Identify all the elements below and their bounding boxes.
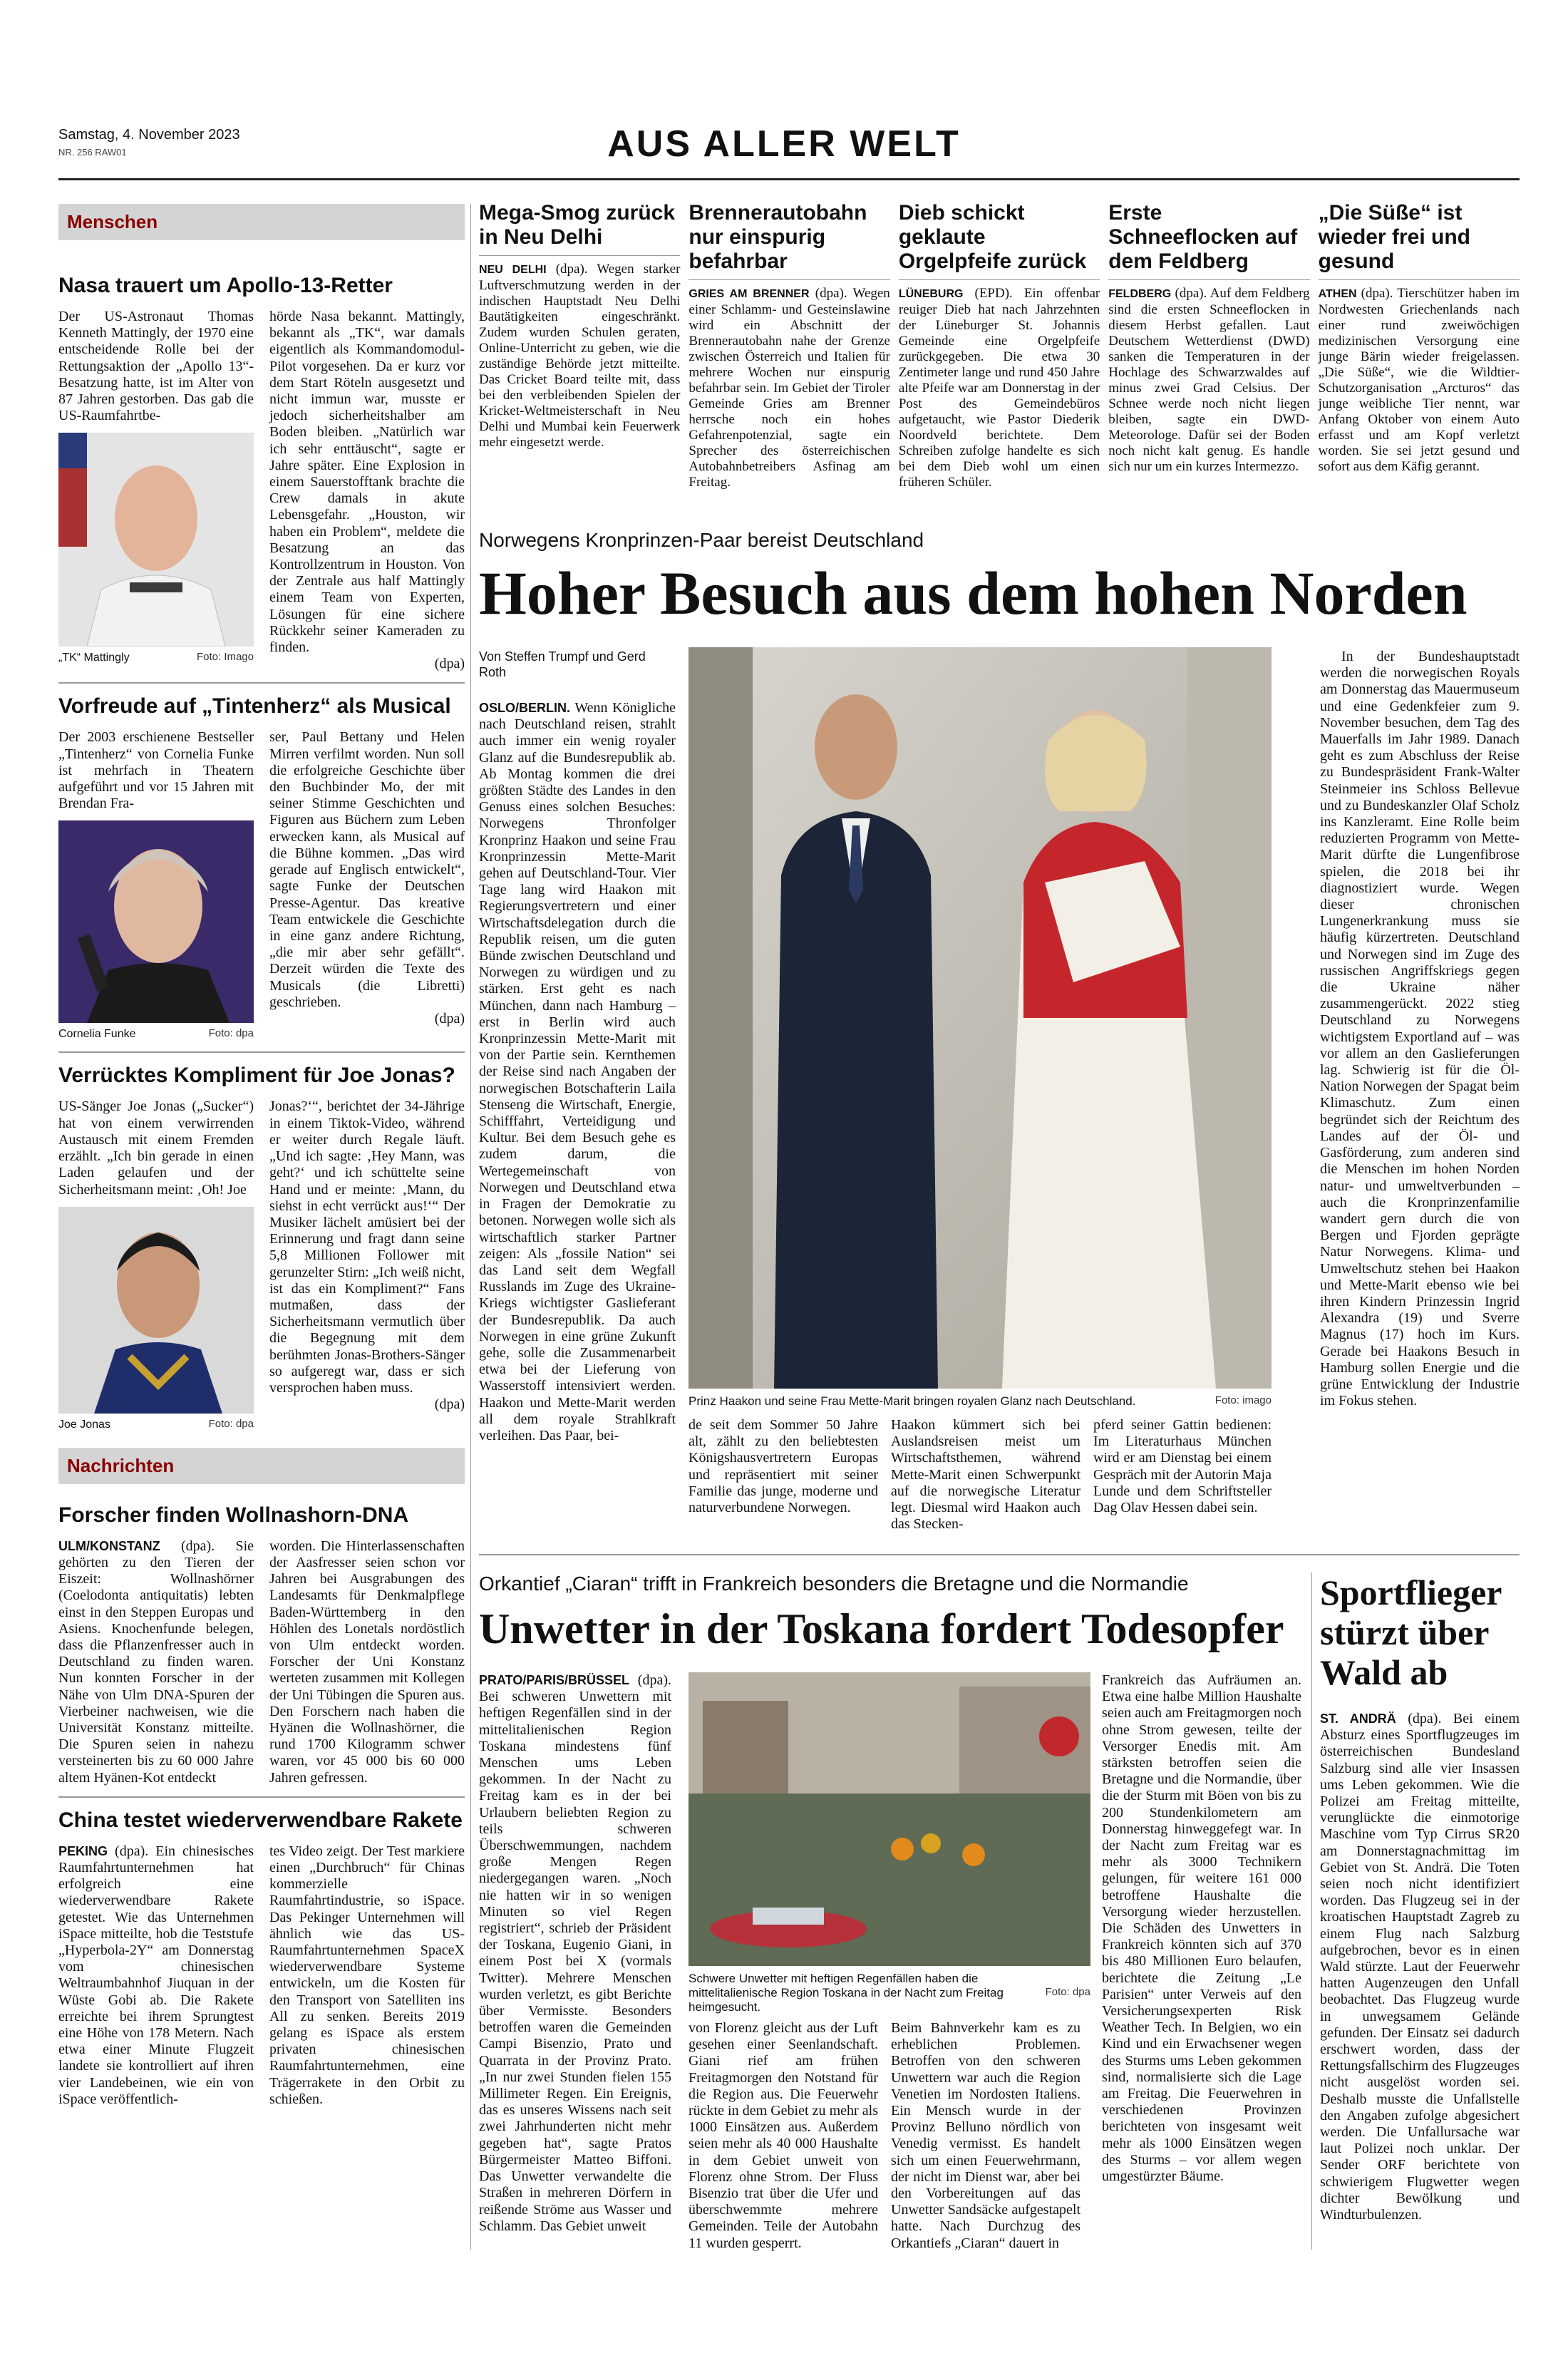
- tintenherz-article: [58, 729, 465, 1041]
- funke-photo: [58, 820, 254, 1023]
- jonas-photo: [58, 1207, 254, 1414]
- storm-text-col1: PRATO/PARIS/BRÜSSEL (dpa). Bei schweren Unwettern mit heftigen Regenfällen sind in der mittelitalienischen Region Toskana mindestens fünf Menschen ums Leben gekommen. In der Nacht zu Freitag kam es in der bei Urlaubern beliebten Region zu teils schweren Überschwemmungen, nachdem große Mengen Regen niedergegangen waren. „Noch nie hatten wir in so wenigen Minuten so viel Regen registriert“, schrieb der Präsident der Toskana, Eugenio Giani, in einem Post bei X (vormals Twitter). Mehrere Menschen wurden verletzt, es gibt Berichte über Vermisste. Besonders betroffen waren die Gemeinden Campi Bisenzio, Prato und Quarrata in der Provinz Prato. „In nur zwei Stunden fielen 155 Millimeter Regen. Ein Ereignis, das es unseres Wissens nach seit zwei Jahrhunderten nicht mehr gegeben hat“, sagte Pratos Bürgermeister Matteo Biffoni. Das Unwetter verwandelte die Straßen in mehreren Dörfern in reißende Ströme aus Wasser und Schlamm. Das Gebiet unweit: [479, 1672, 671, 2234]
- mattingly-photo: [58, 433, 254, 647]
- wollnashorn-text-col2: worden. Die Hinterlassenschaften der Aasfresser seien schon vor Jahren bei Ausgrabungen des Landesamts für Denkmalpflege Baden-Württemberg in den Höhlen des Lonetals nordöstlich von Ulm entdeckt worden. Forscher der Uni Konstanz werteten zusammen mit Kollegen der Uni Tübingen die Spuren aus. Den Forschern nach haben die Hyänen die Wollnashörner, die rund 1700 Kilogramm schwer waren, vor 45 000 bis 60 000 Jahren gefressen.: [269, 1538, 465, 1786]
- brief-headline: Mega-Smog zurück in Neu Delhi: [479, 201, 676, 249]
- nasa-text-col1: Der US-Astronaut Thomas Kenneth Mattingly, der 1970 eine entscheidende Rolle bei der Rettungsaktion der „Apollo 13“-Besatzung hatte, ist im Alter von 87 Jahren gestorben. Das gab die US-Raumfahrtbe-: [58, 309, 254, 424]
- mattingly-credit: Foto: Imago: [196, 651, 254, 664]
- rakete-text-col2: tes Video zeigt. Der Test markiere einen „Durchbruch“ für Chinas kommerzielle Raumfahrtindustrie, so iSpace. Das Pekinger Unternehmen will ähnlich wie das US-Raumfahrtunternehmen SpaceX wiederverwendbare Systeme entwickeln, um die Kosten für den Transport von Satelliten ins All zu senken. Bereits 2019 gelang es iSpace als erstem privaten chinesischen Raumfahrtunternehmen, eine Trägerrakete in den Orbit zu schießen.: [269, 1843, 465, 2107]
- brief-headline: „Die Süße“ ist wieder frei und gesund: [1318, 201, 1470, 273]
- storm-text-col2: von Florenz gleicht aus der Luft gesehen einer Seenlandschaft. Giani rief am frühen Freitagmorgen den Notstand für die Region aus. Die Feuerwehr rückte in dem Gebiet zu mehr als 1000 Einsätzen aus. Außerdem seien mehr als 40 000 Haushalte in dem Gebiet unweit von Florenz ohne Strom. Der Fluss Bisenzio trat über die Ufer und überschwemmte mehrere Gemeinden. Teile der Autobahn 11 wurden gesperrt.: [688, 2020, 878, 2251]
- flieger-dateline: ST. ANDRÄ: [1320, 1712, 1396, 1726]
- rakete-article: [58, 1843, 465, 2108]
- royals-caption: Prinz Haakon und seine Frau Mette-Marit bringen royalen Glanz nach Deutschland.: [688, 1394, 1136, 1408]
- jonas-text-col1: US-Sänger Joe Jonas („Sucker“) hat von einem verwirrenden Austausch mit einem Fremden erzählt. „Ich bin gerade in einen Laden gelaufen und der Sicherheitsmann meint: ‚Oh! Joe: [58, 1098, 254, 1198]
- lead-kicker: Norwegens Kronprinzen-Paar bereist Deutschland: [479, 529, 924, 551]
- nasa-text-col2: hörde Nasa bekannt. Mattingly, bekannt als „TK“, war damals eigentlich als Kommandomodul-Pilot vorgesehen. Da er kurz vor dem Start Röteln ausgesetzt und nicht immun war, musste er jedoch sicherheitshalber am Boden bleiben. „Natürlich war ich sehr enttäuscht“, sagte er Jahre später. Eine Explosion in einem Sauerstofftank brachte die Crew damals in akute Lebensgefahr. „Houston, wir haben ein Problem“, meldete die Besatzung an das Kontrollzentrum in Houston. Von der Zentrale aus half Mattingly einem Team von Experten, Lösungen für eine sichere Rückkehr seiner Kameraden zu finden.: [269, 309, 465, 656]
- storm-kicker: Orkantief „Ciaran“ trifft in Frankreich besonders die Bretagne und die Normandie: [479, 1573, 1189, 1595]
- tintenherz-headline: Vorfreude auf „Tintenherz“ als Musical: [58, 694, 451, 719]
- nasa-headline: Nasa trauert um Apollo-13-Retter: [58, 274, 393, 297]
- divider: [58, 1051, 465, 1053]
- funke-credit: Foto: dpa: [208, 1027, 254, 1040]
- divider: [479, 1554, 1520, 1555]
- flood-credit: Foto: dpa: [1045, 1986, 1090, 1998]
- storm-dateline: PRATO/PARIS/BRÜSSEL: [479, 1673, 630, 1687]
- brief-item: [1108, 201, 1309, 490]
- lead-text-col1: OSLO/BERLIN. Wenn Königliche nach Deutschland reisen, strahlt auch immer ein wenig royaler Glanz auf die Bundesrepublik ab. Ab Montag kommen die drei größten Städte des Landes in den Genuss eines solchen Besuches: Norwegens Thronfolger Kronprinz Haakon und seine Frau Kronprinzessin Mette-Marit gehen auf Deutschland-Tour. Vier Tage lang wird Haakon mit Regierungsvertretern und einer Wirtschaftsdelegation durch die Republik reisen, um die guten Bünde zwischen Deutschland und Norwegen zu würdigen und zu stärken. Erst geht es nach München, dann nach Hamburg – erst in Berlin wird auch Kronprinzessin Mette-Marit mit von der Partie sein. Kernthemen der Reise sind nach Angaben der norwegischen Botschafterin Laila Stenseng die Wirtschaft, Energie, Schifffahrt, Verteidigung und Kultur. Bei dem Besuch gehe es zudem darum, die Wertegemeinschaft von Norwegen und Deutschland etwa in Fragen der Demokratie zu betonen. Norwegen wolle sich als wirtschaftlich starker Partner zeigen: Als „fossile Nation“ sei das Land seit dem Wegfall Russlands im Zuge des Ukraine-Kriegs wichtigster Gaslieferant der Bundesrepublik. Da auch Norwegen in eine grüne Zukunft gehe, solle die Zusammenarbeit etwa bei der Lieferung von Wasserstoff intensiviert werden. Haakon und Mette-Marit werden all dem royale Strahlkraft verleihen. Das Paar, bei-: [479, 700, 676, 1443]
- header-rule: [58, 178, 1520, 180]
- lead-dateline: OSLO/BERLIN.: [479, 701, 571, 715]
- wollnashorn-article: [58, 1538, 465, 1786]
- flood-caption: Schwere Unwetter mit heftigen Regenfällen haben die mittelitalienische Region Toskana in der Nacht zum Freitag heimgesucht.: [688, 1972, 1004, 2014]
- flieger-headline: Sportflieger stürzt über Wald ab: [1320, 1573, 1502, 1692]
- brief-item: [1319, 201, 1520, 490]
- wollnashorn-headline: Forscher finden Wollnashorn-DNA: [58, 1503, 409, 1527]
- briefs-row: [479, 201, 1520, 490]
- tintenherz-agency: (dpa): [434, 1010, 465, 1026]
- brief-text: FELDBERG (dpa). Auf dem Feldberg sind die ersten Schneeflocken in diesem Herbst gefallen. Laut Deutschem Wetterdienst (DWD) sanken die Temperaturen in der Hochlage des Schwarzwaldes auf minus zwei Grad Celsius. Der Schnee werde noch nicht liegen bleiben, sagte ein DWD-Meteorologe. Dafür sei der Boden noch nicht kalt genug. Es handle sich nur um ein kurzes Intermezzo.: [1108, 286, 1310, 474]
- brief-text: GRIES AM BRENNER (dpa). Wegen einer Schlamm- und Gesteinslawine wird ein Abschnitt der Brennerautobahn nahe der Grenze zwischen Österreich und Italien für mehrere Wochen nur einspurig befahrbar sein. Im Gebiet der Tiroler Gemeinde Gries am Brenner herrsche noch ein hohes Gefahrenpotenzial, sagte ein Sprecher des österreichischen Autobahnbetreibers Asfinag am Freitag.: [688, 286, 890, 490]
- jonas-credit: Foto: dpa: [208, 1417, 254, 1430]
- flieger-text: ST. ANDRÄ (dpa). Bei einem Absturz eines Sportflugzeuges im österreichischen Bundesland Salzburg sind alle vier Insassen ums Leben gekommen. Wie die Polizei am Freitag mitteilte, verunglückte die einmotorige Maschine vom Typ Cirrus SR20 am Donnerstagnachmittag im Gebiet von St. Andrä. Die Toten seien noch nicht identifiziert worden. Das Flugzeug sei in der kroatischen Hauptstadt Zagreb zu einem Flug nach Salzburg aufgebrochen, bevor es in einen Wald stürzte. Laut der Feuerwehr hatten Augenzeugen den Unfall beobachtet. Das Flugzeug wurde in unwegsamem Gelände gefunden. Der Einsatz sei dadurch erschwert worden, dass der Rettungsfallschirm des Flugzeuges nicht ausgelöst worden sei. Deshalb musste die Unfallstelle den Angaben zufolge abgesichert werden. Die Unfallursache war laut Polizei noch unklar. Der Sender ORF berichtete von schwierigem Flugwetter wegen dichter Bewölkung und Windturbulenzen.: [1320, 1711, 1520, 2223]
- header-edition: NR. 256 RAW01: [58, 147, 127, 158]
- brief-headline: Brennerautobahn nur einspurig befahrbar: [688, 201, 867, 273]
- lead-headline: Hoher Besuch aus dem hohen Norden: [479, 559, 1468, 627]
- storm-text-col4: Frankreich das Aufräumen an. Etwa eine halbe Million Haushalte seien auch am Freitagmorgen noch ohne Strom gewesen, teilte der Versorger Enedis mit. Am stärksten betroffen seien die Bretagne und die Normandie, über die der Sturm mit Böen von bis zu 200 Stundenkilometern am Donnerstag hinweggefegt war. In der Nacht zum Freitag war es mehr als 3000 Technikern gelungen, für weitere 161 000 betroffene Haushalte die Versorgung wieder herzustellen. Die Schäden des Unwetters in Frankreich könnten sich auf 370 bis 480 Millionen Euro belaufen, berichtete die Zeitung „Le Parisien“ unter Verweis auf den Versicherungsexperten Risk Weather Tech. In Belgien, wo ein Kind und ein Erwachsener wegen des Sturms ums Leben gekommen sind, normalisierte sich die Lage am Freitag. Die Feuerwehren in verschiedenen Provinzen berichteten von insgesamt weit mehr als 1000 Einsätzen wegen des Sturms – vor allem wegen umgestürzter Bäume.: [1102, 1672, 1301, 2185]
- jonas-article: [58, 1098, 465, 1431]
- rakete-dateline: PEKING: [58, 1843, 108, 1858]
- brief-text: NEU DELHI (dpa). Wegen starker Luftverschmutzung werden in der indischen Hauptstadt Neu Delhi Bautätigkeiten eingeschränkt. Zudem wurden Schulen geraten, Online-Unterricht zu geben, wie die zuständige Behörde jetzt mitteilte. Das Cricket Board teilte mit, dass bei den verbleibenden Spielen der Kricket-Weltmeisterschaft in Neu Delhi und Mumbai kein Feuerwerk mehr eingesetzt werde.: [479, 262, 681, 450]
- lead-byline: Von Steffen Trumpf und Gerd Roth: [479, 649, 646, 679]
- flood-photo: [688, 1672, 1090, 1966]
- tintenherz-text-col2: ser, Paul Bettany und Helen Mirren verfilmt worden. Nun soll die erfolgreiche Geschichte über den Buchbinder Mo, der mit seiner Stimme Geschichten und Figuren aus Büchern zum Leben erwecken kann, als Musical auf die Bühne kommen. „Das wird gerade auf Englisch entwickelt“, sagte Funke der Deutschen Presse-Agentur. Das kreative Team entwickele die Geschichte in eine ganz andere Richtung, „die mir aber sehr gefällt“. Derzeit würden die Texte des Musicals (die Libretti) geschrieben.: [269, 729, 465, 1010]
- brief-headline: Erste Schneeflocken auf dem Feldberg: [1108, 201, 1298, 273]
- jonas-caption: Joe Jonas: [58, 1418, 110, 1431]
- brief-item: [688, 201, 889, 490]
- jonas-text-col2: Jonas?‘“, berichtet der 34-Jährige in einem Tiktok-Video, während er weiter durch Regale läuft. „Und ich sagte: ‚Hey Mann, was geht?‘ und ich schüttelte seine Hand und er meinte: ‚Mann, du siehst in echt verrückt aus!‘“ Der Musiker lächelt amüsiert bei der Erinnerung und fragt dann seine 5,8 Millionen Follower mit gerunzelter Stirn: „Ich weiß nicht, ist das ein Kompliment?“ Fans mutmaßen, dass der Sicherheitsmann vermutlich über die Begegnung mit dem berühmten Jonas-Brothers-Sänger so aufgeregt war, dass er sich versprochen haben muss.: [269, 1098, 465, 1396]
- wollnashorn-text-col1: ULM/KONSTANZ (dpa). Sie gehörten zu den Tieren der Eiszeit: Wollnashörner (Coelodonta antiquitatis) lebten einst in den Steppen Europas und Asiens. Knochenfunde belegen, dass die Pflanzenfresser auch in Deutschland zu finden waren. Nun konnten Forscher in der Nähe von Ulm DNA-Spuren der Vierbeiner nachweisen, wie die Universität Konstanz mitteilte. Die Spuren seien in nahezu versteinerten bis zu 60 000 Jahre altem Hyänen-Kot entdeckt: [58, 1538, 254, 1786]
- nasa-article: [58, 309, 465, 672]
- divider: [58, 682, 465, 684]
- nasa-agency: (dpa): [434, 656, 465, 672]
- funke-caption: Cornelia Funke: [58, 1028, 136, 1041]
- lead-text-col4: pferd seiner Gattin bedienen: Im Literaturhaus München wird er am Dienstag bei einem Gespräch mit der Autorin Maja Lunde und dem Schriftsteller Dag Olav Hessen dabei sein.: [1093, 1417, 1272, 1516]
- royals-credit: Foto: imago: [1214, 1394, 1272, 1406]
- brief-headline: Dieb schickt geklaute Orgelpfeife zurück: [898, 201, 1087, 273]
- storm-text-col3: Beim Bahnverkehr kam es zu erheblichen Problemen. Betroffen von den schweren Unwettern war auch die Region Venetien im Nordosten Italiens. Ein Mensch wurde in der Provinz Belluno nördlich von Venedig vermisst. Es handelt sich um einen Feuerwehrmann, der nicht im Dienst war, aber bei den Vorbereitungen auf das Unwetter Sandsäcke aufgestapelt hatte. Nach Durchzug des Orkantiefs „Ciaran“ dauert in: [891, 2020, 1080, 2251]
- header-date: Samstag, 4. November 2023: [58, 127, 240, 143]
- jonas-agency: (dpa): [434, 1396, 465, 1413]
- wollnashorn-dateline: ULM/KONSTANZ: [58, 1538, 160, 1553]
- menschen-label: Menschen: [58, 204, 465, 240]
- rakete-text-col1: PEKING (dpa). Ein chinesisches Raumfahrtunternehmen hat erfolgreich eine wiederverwendbare Rakete getestet. Wie das Unternehmen iSpace mitteilte, hob die Teststufe „Hyperbola-2Y“ am Donnerstag vom chinesischen Weltraumbahnhof Jiuquan in der Wüste Gobi ab. Die Rakete erreichte bei ihrem Sprungtest eine Höhe von 178 Metern. Nach etwa einer Minute Flugzeit landete sie kontrolliert auf ihren vier Landebeinen, wie ein von iSpace veröffentlich-: [58, 1843, 254, 2107]
- jonas-headline: Verrücktes Kompliment für Joe Jonas?: [58, 1064, 455, 1088]
- storm-headline: Unwetter in der Toskana fordert Todesopfer: [479, 1605, 1284, 1652]
- section-title: AUS ALLER WELT: [607, 123, 961, 165]
- lead-text-col3: Haakon kümmert sich bei Auslandsreisen meist um Wirtschaftsthemen, während Mette-Marit einen Schwerpunkt auf die norwegische Literatur legt. Diesmal wird Haakon auch das Stecken-: [891, 1417, 1080, 1533]
- nachrichten-label: Nachrichten: [58, 1448, 465, 1484]
- left-column: [58, 204, 465, 2108]
- brief-text: ATHEN (dpa). Tierschützer haben im Nordwesten Griechenlands nach einer rund zweiwöchigen medizinischen Versorgung eine junge Bärin wieder freigelassen. „Die Süße“, wie die Wildtier-Schutzorganisation „Arcturos“ das junge weibliche Tier nennt, war Anfang Oktober von einem Auto erfasst und am Kopf verletzt worden. Sie sei jetzt gesund und sofort aus dem Käfig gerannt.: [1318, 286, 1520, 474]
- brief-item: [479, 201, 680, 490]
- rakete-headline: China testet wiederverwendbare Rakete: [58, 1808, 463, 1832]
- mattingly-caption: „TK“ Mattingly: [58, 652, 130, 664]
- tintenherz-text-col1: Der 2003 erschienene Bestseller „Tintenherz“ von Cornelia Funke ist mehrfach in Theatern aufgeführt und vor 15 Jahren mit Brendan Fra-: [58, 729, 254, 812]
- lead-text-col2: de seit dem Sommer 50 Jahre alt, zählt zu den beliebtesten Königshausvertretern Europas und repräsentiert mit seiner Familie das junge, moderne und naturverbundene Norwegen.: [688, 1417, 878, 1516]
- royals-photo: [688, 647, 1272, 1389]
- divider: [58, 1796, 465, 1798]
- brief-text: LÜNEBURG (EPD). Ein offenbar reuiger Dieb hat nach Jahrzehnten der Lüneburger St. Johannis Gemeinde eine Orgelpfeife zurückgegeben. Die etwa 30 Zentimeter lange und rund 450 Jahre alte Pfeife war am Donnerstag in der Post des Gemeindebüros aufgetaucht, wie Pastor Diederik Noordveld berichtete. Dem Schreiben zufolge handelte es sich bei dem Dieb wohl um einen früheren Schüler.: [898, 286, 1100, 490]
- column-rule: [470, 204, 471, 2250]
- brief-item: [899, 201, 1100, 490]
- column-rule: [1311, 1573, 1312, 2250]
- lead-text-col5: In der Bundeshauptstadt werden die norwegischen Royals am Donnerstag das Mauermuseum und eine Gedenkfeier zum 9. November besuchen, dem Tag des Mauerfalls im Jahr 1989. Danach geht es zum Abschluss der Reise zu Bundespräsident Frank-Walter Steinmeier ins Schloss Bellevue und zu Bundeskanzler Olaf Scholz ins Kanzleramt. Eine Rolle beim reduzierten Programm von Mette-Marit dürfte die Lungenfibrose spielen, die 2018 bei ihr diagnostiziert wurde. Wegen dieser chronischen Lungenerkrankung muss sie häufig kürzertreten. Deutschland und Norwegen sind im Zuge des russischen Angriffskriegs gegen die Ukraine näher zusammengerückt. 2022 stieg Deutschland zu Norwegens wichtigstem Exportland auf – was vor allem an den Gaslieferungen lag. Schwierig ist für die Öl-Nation Norwegen der Spagat beim Klimaschutz. Zum einen begründet sich der Reichtum des Landes auf der Öl- und Gasförderung, zum anderen sind die Menschen im hohen Norden natur- und umweltverbunden – auch die Kronprinzenfamilie wandert gern durch die von Bergen und Fjorden geprägte Natur Norwegens. Klima- und Umweltschutz stehen bei Haakon und Mette-Marit ebenso wie bei ihren Kindern Prinzessin Ingrid Alexandra (19) und Sverre Magnus (17) hoch im Kurs. Gerade bei Haakons Besuch in Hamburg sollen Energie und die grüne Entwicklung der Industrie im Fokus stehen.: [1320, 649, 1520, 1409]
